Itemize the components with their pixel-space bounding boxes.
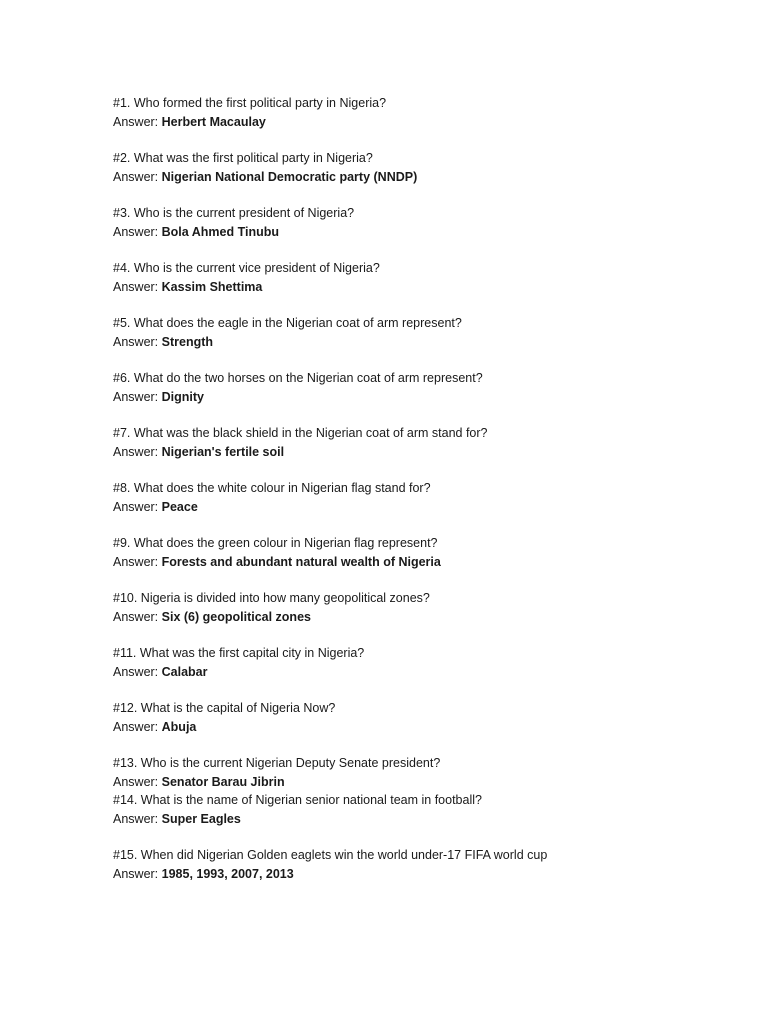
answer-line-4 (113, 278, 733, 297)
answer-line-6 (113, 388, 733, 407)
question-9: #9. What does the green colour in Nigerian flag represent? (113, 536, 438, 550)
answer-label: Answer: (113, 664, 162, 679)
answer-3: Bola Ahmed Tinubu (161, 224, 279, 239)
qa-item-7 (113, 424, 733, 461)
qa-item-1 (113, 94, 733, 131)
answer-14: Super Eagles (161, 811, 241, 826)
qa-item-14 (113, 791, 733, 828)
qa-item-11 (113, 644, 733, 681)
answer-label: Answer: (113, 444, 162, 459)
question-13: #13. Who is the current Nigerian Deputy Senate president? (113, 756, 441, 770)
answer-line-12 (113, 718, 733, 737)
answer-label: Answer: (113, 334, 162, 349)
qa-item-9 (113, 534, 733, 571)
answer-line-5 (113, 333, 733, 352)
question-12: #12. What is the capital of Nigeria Now? (113, 701, 336, 715)
qa-item-3 (113, 204, 733, 241)
answer-label: Answer: (113, 224, 162, 239)
qa-item-15 (113, 846, 733, 883)
answer-11: Calabar (161, 664, 208, 679)
question-6: #6. What do the two horses on the Nigerian coat of arm represent? (113, 371, 483, 385)
qa-item-4 (113, 259, 733, 296)
question-1: #1. Who formed the first political party in Nigeria? (113, 96, 387, 110)
answer-label: Answer: (113, 389, 162, 404)
answer-6: Dignity (161, 389, 204, 404)
answer-line-14 (113, 810, 733, 829)
answer-line-2 (113, 168, 733, 187)
question-11: #11. What was the first capital city in Nigeria? (113, 646, 365, 660)
qa-item-6 (113, 369, 733, 406)
answer-line-10 (113, 608, 733, 627)
answer-label: Answer: (113, 554, 162, 569)
answer-line-1 (113, 113, 733, 132)
answer-5: Strength (161, 334, 214, 349)
answer-2: Nigerian National Democratic party (NNDP) (161, 169, 418, 184)
answer-label: Answer: (113, 774, 162, 789)
answer-4: Kassim Shettima (161, 279, 263, 294)
qa-item-5 (113, 314, 733, 351)
answer-13: Senator Barau Jibrin (161, 774, 285, 789)
answer-label: Answer: (113, 279, 162, 294)
question-4: #4. Who is the current vice president of Nigeria? (113, 261, 380, 275)
answer-10: Six (6) geopolitical zones (161, 609, 311, 624)
question-7: #7. What was the black shield in the Nigerian coat of arm stand for? (113, 426, 488, 440)
qa-item-12 (113, 699, 733, 736)
question-14: #14. What is the name of Nigerian senior national team in football? (113, 793, 482, 807)
answer-label: Answer: (113, 811, 162, 826)
answer-line-11 (113, 663, 733, 682)
answer-label: Answer: (113, 609, 162, 624)
question-15: #15. When did Nigerian Golden eaglets win the world under-17 FIFA world cup (113, 848, 548, 862)
answer-label: Answer: (113, 866, 162, 881)
question-3: #3. Who is the current president of Nigeria? (113, 206, 355, 220)
question-10: #10. Nigeria is divided into how many geopolitical zones? (113, 591, 430, 605)
answer-line-15 (113, 865, 733, 884)
answer-line-7 (113, 443, 733, 462)
answer-7: Nigerian's fertile soil (161, 444, 285, 459)
qa-item-8 (113, 479, 733, 516)
answer-label: Answer: (113, 169, 162, 184)
question-2: #2. What was the first political party in Nigeria? (113, 151, 373, 165)
answer-1: Herbert Macaulay (161, 114, 266, 129)
answer-label: Answer: (113, 114, 162, 129)
answer-line-3 (113, 223, 733, 242)
answer-12: Abuja (161, 719, 197, 734)
answer-line-8 (113, 498, 733, 517)
document-page (113, 94, 733, 901)
answer-label: Answer: (113, 499, 162, 514)
answer-15: 1985, 1993, 2007, 2013 (161, 866, 294, 881)
question-8: #8. What does the white colour in Nigerian flag stand for? (113, 481, 431, 495)
answer-label: Answer: (113, 719, 162, 734)
answer-8: Peace (161, 499, 198, 514)
answer-line-9 (113, 553, 733, 572)
question-5: #5. What does the eagle in the Nigerian coat of arm represent? (113, 316, 462, 330)
answer-9: Forests and abundant natural wealth of Nigeria (161, 554, 441, 569)
answer-line-13 (113, 773, 733, 792)
qa-item-2 (113, 149, 733, 186)
qa-item-13 (113, 754, 733, 791)
qa-item-10 (113, 589, 733, 626)
